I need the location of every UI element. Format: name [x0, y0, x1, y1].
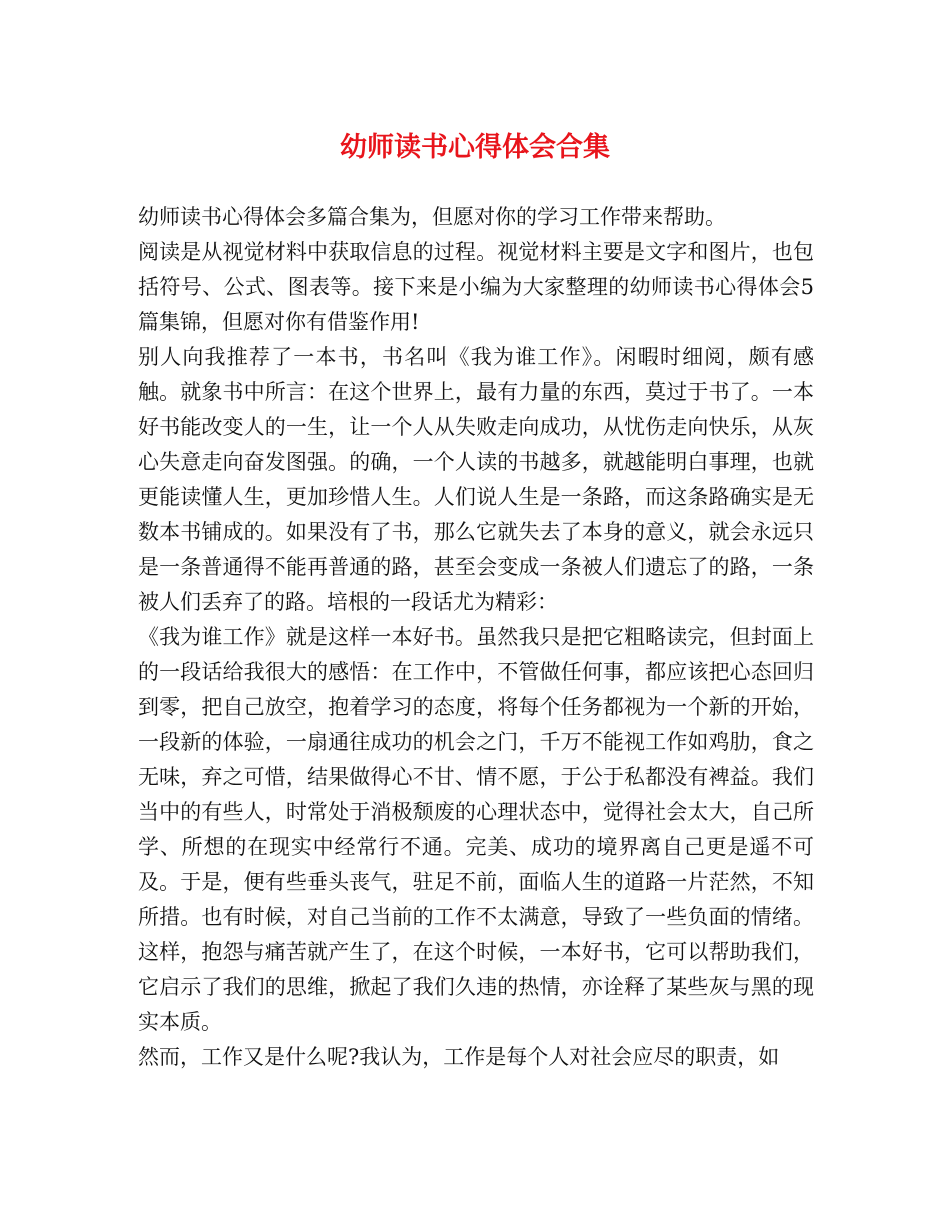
paragraph: 《我为谁工作》就是这样一本好书。虽然我只是把它粗略读完，但封面上的一段话给我很大的感悟：在工作中，不管做任何事，都应该把心态回归到零，把自己放空，抱着学习的态度，将每个任务都视为一个新的开始，一段新的体验，一扇通往成功的机会之门，千万不能视工作如鸡肋，食之无味，弃之可惜，结果做得心不甘、情不愿，于公于私都没有裨益。我们当中的有些人，时常处于消极颓废的心理状态中，觉得社会太大，自己所学、所想的在现实中经常行不通。完美、成功的境界离自己更是遥不可及。于是，便有些垂头丧气，驻足不前，面临人生的道路一片茫然，不知所措。也有时候，对自己当前的工作不太满意，导致了一些负面的情绪。这样，抱怨与痛苦就产生了，在这个时候，一本好书，它可以帮助我们，它启示了我们的思维，掀起了我们久违的热情，亦诠释了某些灰与黑的现实本质。 — [138, 625, 814, 1034]
paragraph: 幼师读书心得体会多篇合集为，但愿对你的学习工作带来帮助。 — [138, 205, 726, 229]
document-title: 幼师读书心得体会合集 — [340, 132, 610, 163]
paragraph: 阅读是从视觉材料中获取信息的过程。视觉材料主要是文字和图片，也包括符号、公式、图表等。接下来是小编为大家整理的幼师读书心得体会5篇集锦，但愿对你有借鉴作用! — [138, 240, 814, 334]
document-body — [138, 200, 814, 1075]
paragraph: 别人向我推荐了一本书，书名叫《我为谁工作》。闲暇时细阅，颇有感触。就象书中所言：在这个世界上，最有力量的东西，莫过于书了。一本好书能改变人的一生，让一个人从失败走向成功，从忧伤走向快乐，从灰心失意走向奋发图强。的确，一个人读的书越多，就越能明白事理，也就更能读懂人生，更加珍惜人生。人们说人生是一条路，而这条路确实是无数本书铺成的。如果没有了书，那么它就失去了本身的意义，就会永远只是一条普通得不能再普通的路，甚至会变成一条被人们遗忘了的路，一条被人们丢弃了的路。培根的一段话尤为精彩： — [138, 345, 814, 614]
paragraph: 然而，工作又是什么呢?我认为，工作是每个人对社会应尽的职责，如 — [138, 1045, 780, 1069]
